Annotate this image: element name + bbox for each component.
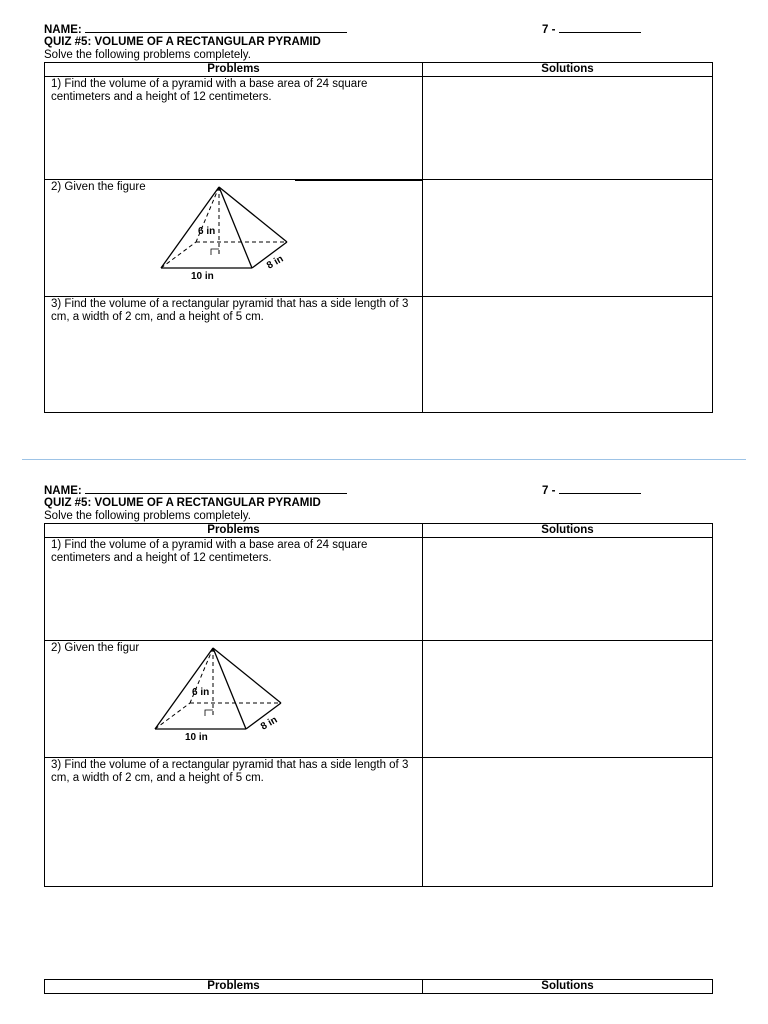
solutions-header: Solutions xyxy=(423,524,713,538)
problems-table xyxy=(44,979,713,994)
problems-table xyxy=(44,523,713,887)
quiz-copy-1 xyxy=(44,22,712,413)
solution-1[interactable] xyxy=(423,538,713,641)
solution-3[interactable] xyxy=(423,758,713,887)
width-label: 8 in xyxy=(265,253,286,272)
solution-2[interactable] xyxy=(423,641,713,758)
solutions-header: Solutions xyxy=(423,63,713,77)
instructions: Solve the following problems completely. xyxy=(44,510,251,522)
problem-2: 2) Given the figur 6 in 10 in 8 in xyxy=(45,641,423,758)
page-divider xyxy=(22,459,746,460)
quiz-copy-3 xyxy=(44,979,712,994)
problems-header: Problems xyxy=(45,980,423,994)
name-field[interactable]: NAME: xyxy=(44,22,347,37)
pyramid-figure xyxy=(157,184,297,280)
problem-1: 1) Find the volume of a pyramid with a base area of 24 square centimeters and a height of 12 centimeters. xyxy=(45,538,423,641)
width-label: 8 in xyxy=(259,714,280,733)
problem-1: 1) Find the volume of a pyramid with a base area of 24 square centimeters and a height of 12 centimeters. xyxy=(45,77,423,180)
problem-3: 3) Find the volume of a rectangular pyramid that has a side length of 3 cm, a width of 2 cm, and a height of 5 cm. xyxy=(45,297,423,413)
problem-2: 2) Given the figure 6 in 10 in 8 in xyxy=(45,180,423,297)
quiz-copy-2 xyxy=(44,483,712,887)
pyramid-figure xyxy=(151,645,291,741)
period-field[interactable]: 7 - xyxy=(542,22,641,37)
instructions: Solve the following problems completely. xyxy=(44,49,251,61)
quiz-title: QUIZ #5: VOLUME OF A RECTANGULAR PYRAMID xyxy=(44,497,321,509)
height-label: 6 in xyxy=(198,226,216,237)
height-label: 6 in xyxy=(192,687,210,698)
quiz-title: QUIZ #5: VOLUME OF A RECTANGULAR PYRAMID xyxy=(44,36,321,48)
problems-table xyxy=(44,62,713,413)
length-label: 10 in xyxy=(185,732,208,741)
solution-2[interactable] xyxy=(423,180,713,297)
length-label: 10 in xyxy=(191,271,214,280)
problem-3: 3) Find the volume of a rectangular pyramid that has a side length of 3 cm, a width of 2 cm, and a height of 5 cm. xyxy=(45,758,423,887)
solution-3[interactable] xyxy=(423,297,713,413)
name-field[interactable]: NAME: xyxy=(44,483,347,498)
problems-header: Problems xyxy=(45,63,423,77)
solutions-header: Solutions xyxy=(423,980,713,994)
solution-1[interactable] xyxy=(423,77,713,180)
period-field[interactable]: 7 - xyxy=(542,483,641,498)
problems-header: Problems xyxy=(45,524,423,538)
